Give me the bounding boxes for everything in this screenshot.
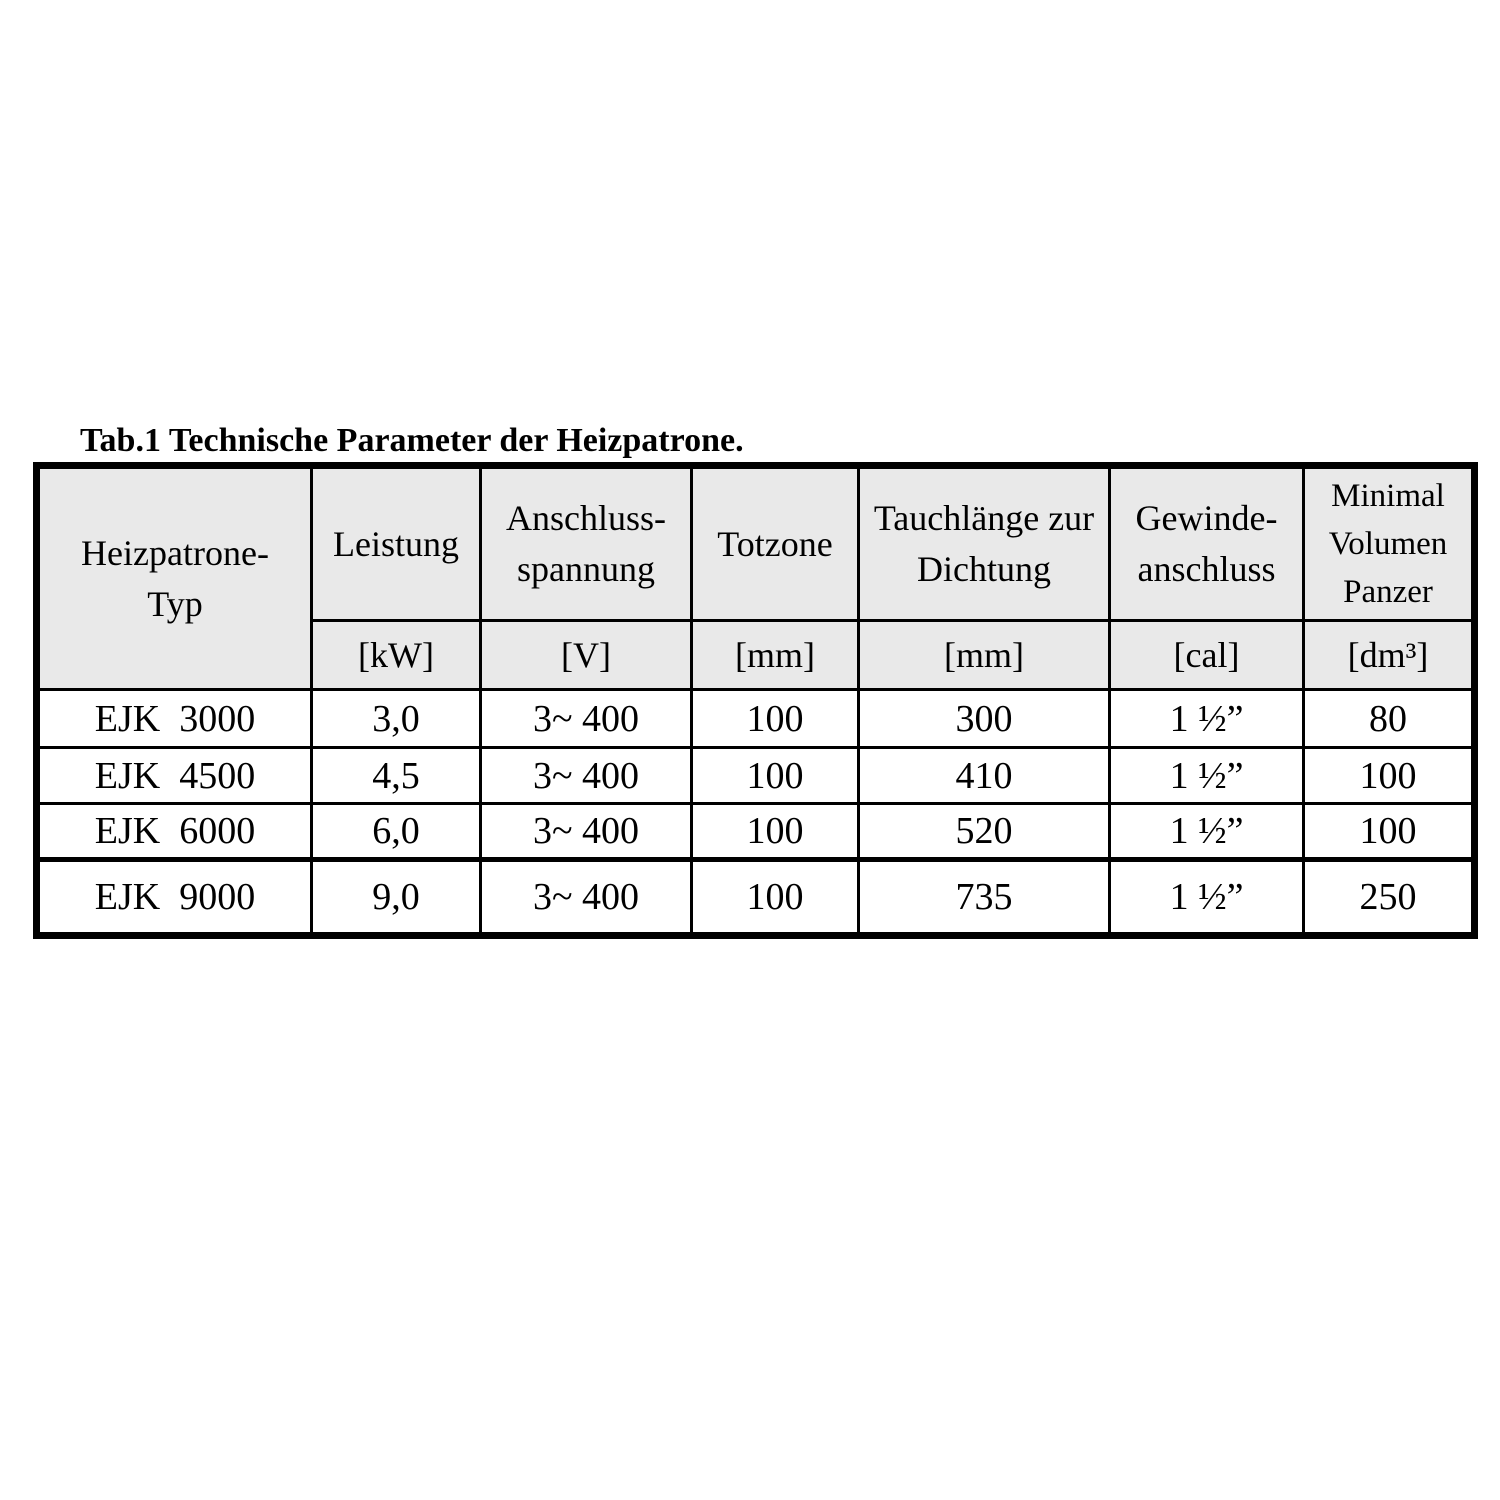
header-line: Panzer [1343, 574, 1433, 610]
cell-volumen: 80 [1304, 690, 1475, 748]
header-line: Heizpatrone- [81, 532, 269, 573]
unit-dm3: [dm³] [1304, 621, 1475, 690]
header-minimal-volumen-panzer [1304, 466, 1475, 621]
cell-gewinde: 1 ½” [1110, 748, 1304, 804]
table-row-ejk-9000 [37, 860, 1475, 936]
table-row-ejk-3000 [37, 690, 1475, 748]
cell-volumen: 250 [1304, 860, 1475, 936]
cell-totzone: 100 [692, 748, 859, 804]
cell-tauchlaenge: 300 [859, 690, 1110, 748]
cell-totzone: 100 [692, 860, 859, 936]
cell-gewinde: 1 ½” [1110, 804, 1304, 860]
header-line: Minimal [1331, 478, 1445, 514]
header-row-names [37, 466, 1475, 621]
cell-tauchlaenge: 735 [859, 860, 1110, 936]
cell-type: EJK 9000 [37, 860, 312, 936]
header-line: Anschluss- [506, 498, 666, 538]
cell-tauchlaenge: 410 [859, 748, 1110, 804]
cell-type: EJK 3000 [37, 690, 312, 748]
cell-type: EJK 4500 [37, 748, 312, 804]
header-line: Totzone [717, 523, 833, 564]
cell-gewinde: 1 ½” [1110, 690, 1304, 748]
cell-type: EJK 6000 [37, 804, 312, 860]
table-caption: Tab.1 Technische Parameter der Heizpatrone. [80, 422, 744, 459]
cell-spannung: 3~ 400 [481, 804, 692, 860]
table-row-ejk-4500 [37, 748, 1475, 804]
cell-spannung: 3~ 400 [481, 690, 692, 748]
header-line: Typ [147, 583, 203, 624]
unit-v: [V] [481, 621, 692, 690]
table-row-ejk-6000 [37, 804, 1475, 860]
header-tauchlaenge-zur-dichtung [859, 466, 1110, 621]
cell-volumen: 100 [1304, 748, 1475, 804]
cell-totzone: 100 [692, 690, 859, 748]
header-line: Leistung [333, 523, 459, 564]
cell-totzone: 100 [692, 804, 859, 860]
technical-parameters-table [33, 462, 1478, 939]
unit-mm-totzone: [mm] [692, 621, 859, 690]
header-line: Dichtung [917, 549, 1051, 589]
header-gewindeanschluss [1110, 466, 1304, 621]
unit-kw: [kW] [312, 621, 481, 690]
unit-mm-tauchlaenge: [mm] [859, 621, 1110, 690]
header-heizpatrone-typ [37, 466, 312, 690]
header-leistung [312, 466, 481, 621]
header-line: spannung [517, 549, 655, 589]
unit-cal: [cal] [1110, 621, 1304, 690]
cell-leistung: 9,0 [312, 860, 481, 936]
cell-volumen: 100 [1304, 804, 1475, 860]
cell-leistung: 4,5 [312, 748, 481, 804]
header-line: Volumen [1328, 526, 1448, 562]
header-totzone [692, 466, 859, 621]
cell-tauchlaenge: 520 [859, 804, 1110, 860]
cell-gewinde: 1 ½” [1110, 860, 1304, 936]
header-line: Gewinde- [1135, 498, 1278, 538]
cell-leistung: 6,0 [312, 804, 481, 860]
cell-spannung: 3~ 400 [481, 748, 692, 804]
cell-spannung: 3~ 400 [481, 860, 692, 936]
header-line: Tauchlänge zur [873, 498, 1095, 538]
header-anschlussspannung [481, 466, 692, 621]
header-line: anschluss [1137, 549, 1276, 589]
cell-leistung: 3,0 [312, 690, 481, 748]
